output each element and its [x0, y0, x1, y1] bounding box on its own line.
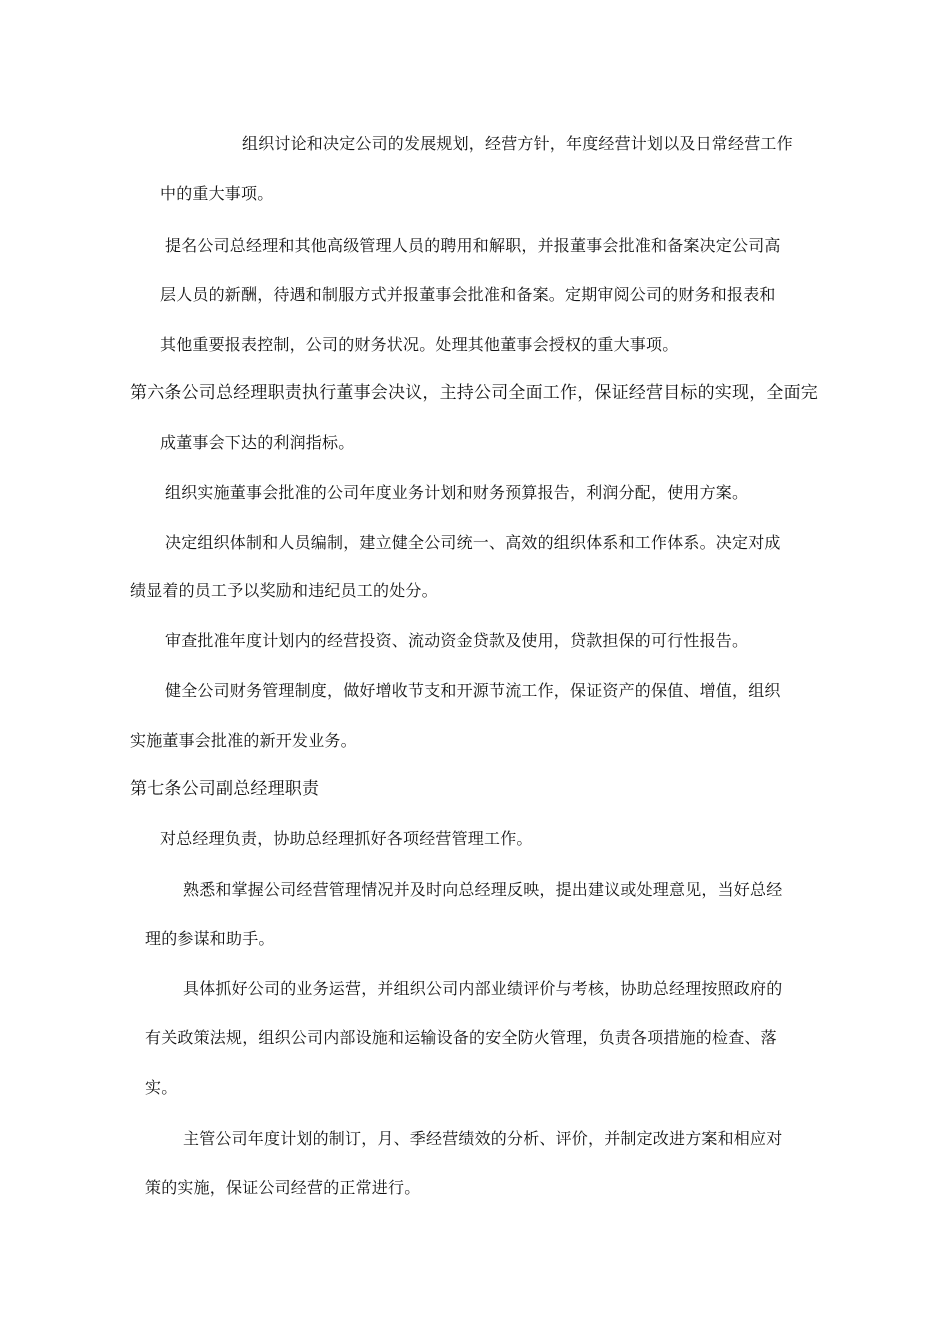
paragraph-line: 成董事会下达的利润指标。	[160, 433, 355, 452]
paragraph-line: 其他重要报表控制，公司的财务状况。处理其他董事会授权的重大事项。	[160, 335, 679, 354]
paragraph-line: 策的实施，保证公司经营的正常进行。	[145, 1178, 421, 1197]
paragraph-line: 熟悉和掌握公司经营管理情况并及时向总经理反映，提出建议或处理意见，当好总经	[183, 880, 783, 899]
paragraph-line: 对总经理负责，协助总经理抓好各项经营管理工作。	[160, 829, 533, 848]
paragraph-line: 提名公司总经理和其他高级管理人员的聘用和解职，并报董事会批准和备案决定公司高	[165, 236, 781, 255]
paragraph-line: 决定组织体制和人员编制，建立健全公司统一、高效的组织体系和工作体系。决定对成	[165, 533, 781, 552]
article-7-heading: 第七条公司副总经理职责	[130, 779, 320, 799]
article-6-heading: 第六条公司总经理职责执行董事会决议，主持公司全面工作，保证经营目标的实现，全面完	[130, 383, 818, 403]
paragraph-line: 绩显着的员工予以奖励和违纪员工的处分。	[130, 581, 438, 600]
paragraph-line: 具体抓好公司的业务运营，并组织公司内部业绩评价与考核，协助总经理按照政府的	[183, 979, 783, 998]
paragraph-line: 实。	[145, 1078, 178, 1097]
paragraph-line: 审查批准年度计划内的经营投资、流动资金贷款及使用，贷款担保的可行性报告。	[165, 631, 749, 650]
paragraph-line: 健全公司财务管理制度，做好增收节支和开源节流工作，保证资产的保值、增值，组织	[165, 681, 781, 700]
paragraph-line: 组织讨论和决定公司的发展规划，经营方针，年度经营计划以及日常经营工作	[242, 134, 793, 153]
paragraph-line: 理的参谋和助手。	[145, 929, 275, 948]
paragraph-line: 组织实施董事会批准的公司年度业务计划和财务预算报告，利润分配，使用方案。	[165, 483, 749, 502]
paragraph-line: 实施董事会批准的新开发业务。	[130, 731, 357, 750]
paragraph-line: 有关政策法规，组织公司内部设施和运输设备的安全防火管理，负责各项措施的检查、落	[145, 1028, 777, 1047]
paragraph-line: 层人员的新酬，待遇和制服方式并报董事会批准和备案。定期审阅公司的财务和报表和	[160, 285, 776, 304]
paragraph-line: 主管公司年度计划的制订，月、季经营绩效的分析、评价，并制定改进方案和相应对	[183, 1129, 783, 1148]
paragraph-line: 中的重大事项。	[160, 184, 274, 203]
